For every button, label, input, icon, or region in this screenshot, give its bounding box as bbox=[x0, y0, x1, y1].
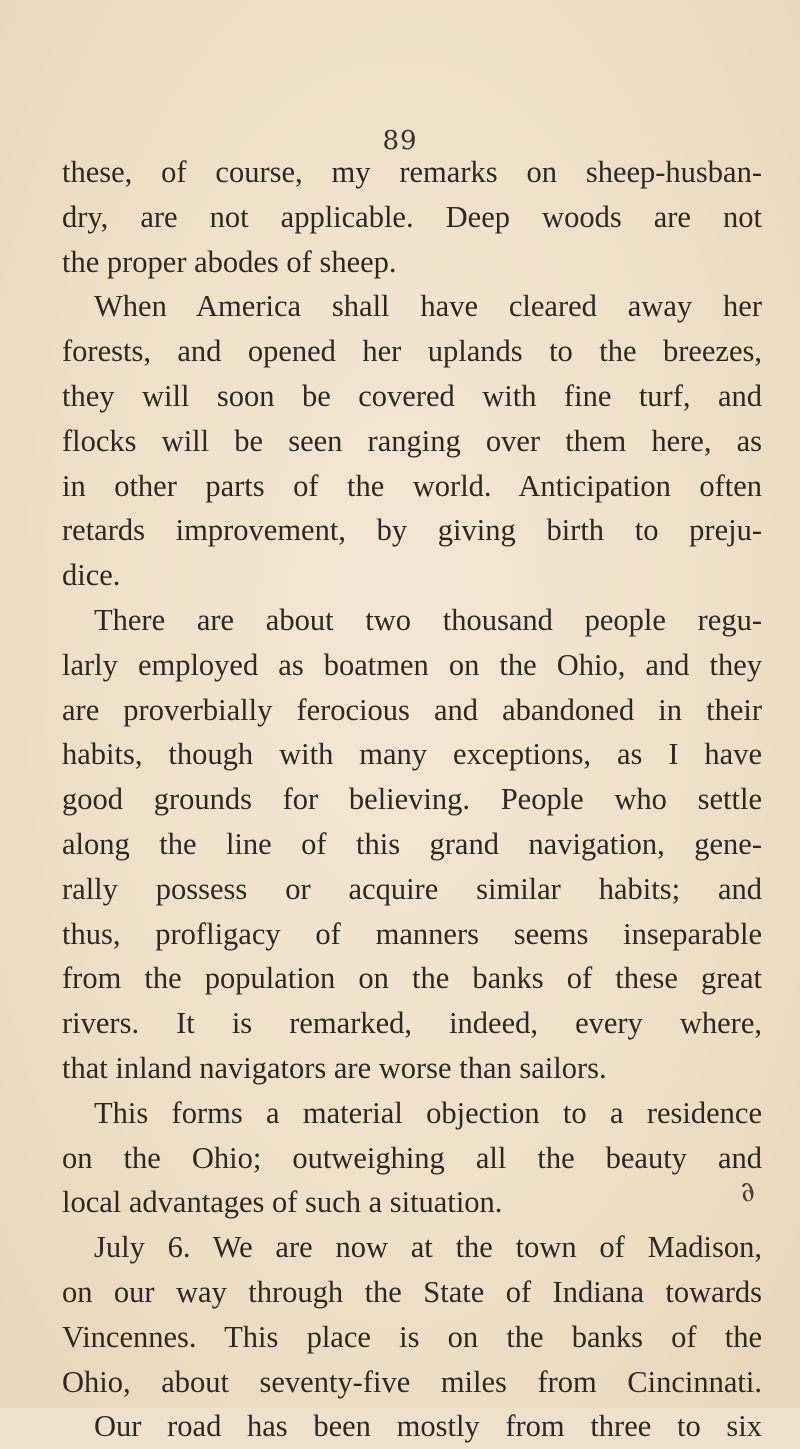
text-line: on the Ohio; outweighing all the beauty and bbox=[62, 1140, 762, 1175]
text-line: This forms a material objection to a residence bbox=[94, 1095, 762, 1130]
text-line: they will soon be covered with fine turf, and bbox=[62, 378, 762, 413]
text-line: Ohio, about seventy-five miles from Cincinnati. bbox=[62, 1364, 762, 1399]
text-line: these, of course, my remarks on sheep-husban- bbox=[62, 155, 762, 189]
text-line: rally possess or acquire similar habits; and bbox=[62, 871, 762, 906]
text-line: When America shall have cleared away her bbox=[94, 289, 762, 324]
text-line: forests, and opened her uplands to the breezes, bbox=[62, 334, 762, 369]
text-line: larly employed as boatmen on the Ohio, and they bbox=[62, 647, 762, 682]
text-line: the proper abodes of sheep. bbox=[62, 244, 397, 279]
text-line: along the line of this grand navigation, gene- bbox=[62, 826, 762, 861]
text-line: dry, are not applicable. Deep woods are not bbox=[62, 199, 762, 234]
page-number: 89 bbox=[382, 126, 418, 156]
text-line: thus, profligacy of manners seems inseparable bbox=[62, 916, 762, 951]
text-line: dice. bbox=[62, 558, 121, 593]
text-line: Vincennes. This place is on the banks of the bbox=[62, 1319, 762, 1354]
text-line: are proverbially ferocious and abandoned in their bbox=[62, 692, 762, 727]
text-line: good grounds for believing. People who settle bbox=[62, 782, 762, 817]
text-line: on our way through the State of Indiana towards bbox=[62, 1274, 762, 1309]
text-line: flocks will be seen ranging over them here, as bbox=[62, 423, 762, 458]
text-line: from the population on the banks of these great bbox=[62, 961, 762, 996]
text-line: in other parts of the world. Anticipation often bbox=[62, 468, 762, 503]
text-line: Our road has been mostly from three to six bbox=[94, 1409, 762, 1444]
text-line: local advantages of such a situation. bbox=[62, 1185, 503, 1220]
text-line: There are about two thousand people regu- bbox=[94, 602, 762, 637]
body-text bbox=[62, 150, 762, 1449]
text-line: rivers. It is remarked, indeed, every where, bbox=[62, 1006, 762, 1041]
text-line: July 6. We are now at the town of Madison, bbox=[94, 1230, 762, 1265]
text-line: that inland navigators are worse than sailors. bbox=[62, 1050, 607, 1085]
text-line: retards improvement, by giving birth to preju- bbox=[62, 513, 762, 548]
text-line: habits, though with many exceptions, as I have bbox=[62, 737, 762, 772]
margin-annotation: ∂ bbox=[734, 1173, 760, 1210]
